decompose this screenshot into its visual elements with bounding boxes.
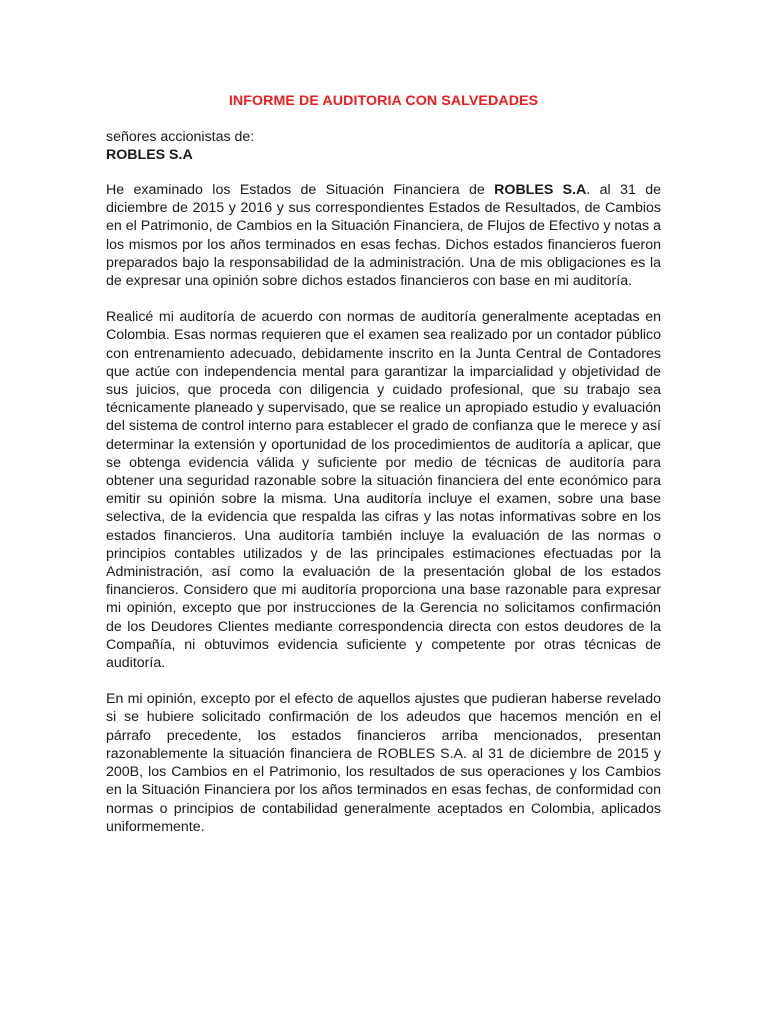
company-name: ROBLES S.A [106, 147, 193, 163]
paragraph-scope-company: ROBLES S.A [494, 182, 587, 198]
document-page [106, 92, 661, 854]
paragraph-scope-body: . al 31 de diciembre de 2015 y 2016 y sus correspondientes Estados de Resultados, de Cambios en el Patrimonio, de Cambios en la Situación Financiera, de Flujos de Efectivo y notas a los mismos por los años terminados en esas fechas. Dichos estados financieros fueron preparados bajo la responsabilidad de la administración. Una de mis obligaciones es la de expresar una opinión sobre dichos estados financieros con base en mi auditoría. [106, 182, 661, 290]
paragraph-audit-standards: Realicé mi auditoría de acuerdo con normas de auditoría generalmente aceptadas en Colombia. Esas normas requieren que el examen sea realizado por un contador público con entrenamiento adecuado, debidamente inscrito en la Junta Central de Contadores que actúe con independencia mental para garantizar la imparcialidad y objetividad de sus juicios, que proceda con diligencia y cuidado profesional, que su trabajo sea técnicamente planeado y supervisado, que se realice un apropiado estudio y evaluación del sistema de control interno para establecer el grado de confianza que le merece y así determinar la extensión y oportunidad de los procedimientos de auditoría a aplicar, que se obtenga evidencia válida y suficiente por medio de técnicas de auditoría para obtener una seguridad razonable sobre la situación financiera del ente económico para emitir su opinión sobre la misma. Una auditoría incluye el examen, sobre una base selectiva, de la evidencia que respalda las cifras y las notas informativas sobre en los estados financieros. Una auditoría también incluye la evaluación de las normas o principios contables utilizados y de las principales estimaciones efectuadas por la Administración, así como la evaluación de la presentación global de los estados financieros. Considero que mi auditoría proporciona una base razonable para expresar mi opinión, excepto que por instrucciones de la Gerencia no solicitamos confirmación de los Deudores Clientes mediante correspondencia directa con estos deudores de la Compañía, ni obtuvimos evidencia suficiente y competente por otras técnicas de auditoría. [106, 309, 661, 672]
document-title: INFORME DE AUDITORIA CON SALVEDADES [228, 93, 539, 109]
paragraph-scope [106, 181, 661, 290]
addressee-line: señores accionistas de: [106, 129, 255, 145]
paragraph-scope-intro: He examinado los Estados de Situación Financiera de [106, 182, 495, 198]
paragraph-opinion: En mi opinión, excepto por el efecto de aquellos ajustes que pudieran haberse revelado si se hubiere solicitado confirmación de los adeudos que hacemos mención en el párrafo precedente, los estados financieros arriba mencionados, presentan razonablemente la situación financiera de ROBLES S.A. al 31 de diciembre de 2015 y 200B, los Cambios en el Patrimonio, los resultados de sus operaciones y los Cambios en la Situación Financiera por los años terminados en esas fechas, de conformidad con normas o principios de contabilidad generalmente aceptados en Colombia, aplicados uniformemente. [106, 691, 661, 835]
